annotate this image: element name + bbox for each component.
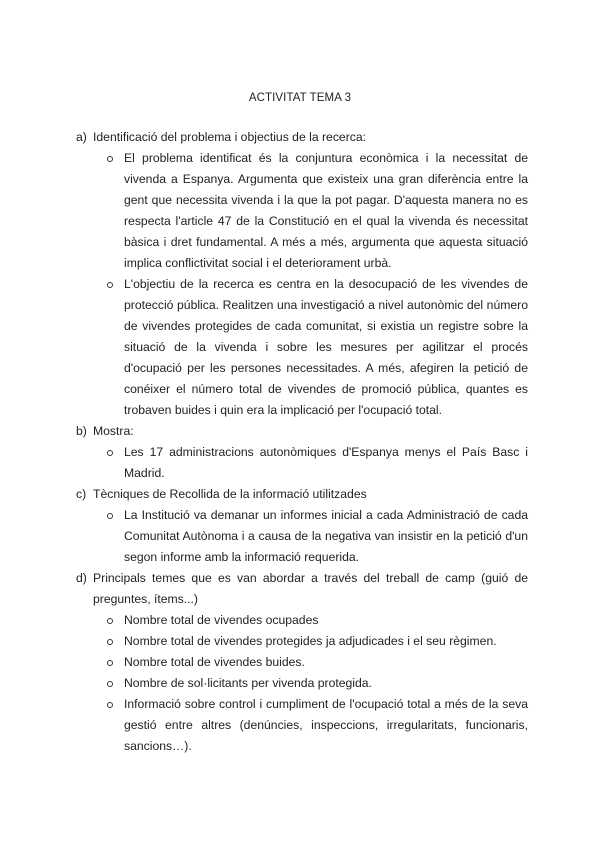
bullet-list [93, 148, 528, 421]
document-title: ACTIVITAT TEMA 3 [248, 92, 352, 104]
list-item [93, 652, 528, 673]
circle-bullet-icon [107, 156, 113, 162]
list-item [93, 631, 528, 652]
list-item [93, 442, 528, 484]
list-item [93, 610, 528, 631]
circle-bullet-icon [107, 660, 113, 666]
section-heading: Identificació del problema i objectius de la recerca: [93, 130, 367, 144]
list-item-text: El problema identificat és la conjuntura econòmica i la necessitat de vivenda a Espanya. Argumenta que existeix una gran diferència entre la gent que necessita vivenda i la que la pot pagar. D'aquesta manera no es respecta l'article 47 de la Constitució en el qual la vivenda és necessitat bàsica i dret fundamental. A més a més, argumenta que aquesta situació implica conflictivitat social i el deteriorament urbà. [124, 151, 528, 270]
section-marker: b) [76, 424, 87, 438]
circle-bullet-icon [107, 639, 113, 645]
list-item-text: Nombre total de vivendes buides. [124, 655, 305, 669]
list-item [93, 673, 528, 694]
list-item-text: Les 17 administracions autonòmiques d'Espanya menys el País Basc i Madrid. [124, 445, 528, 480]
section-a [76, 127, 528, 421]
list-item-text: Nombre total de vivendes ocupades [124, 613, 319, 627]
circle-bullet-icon [107, 282, 113, 288]
list-item [93, 694, 528, 757]
section-list [76, 127, 528, 757]
list-item-text: La Institució va demanar un informes inicial a cada Administració de cada Comunitat Autònoma i a causa de la negativa van insistir en la petició d'un segon informe amb la informació requerida. [124, 508, 528, 564]
circle-bullet-icon [107, 618, 113, 624]
section-heading: Principals temes que es van abordar a través del treball de camp (guió de preguntes, ítems...) [93, 571, 528, 606]
list-item-text: Nombre de sol·licitants per vivenda protegida. [124, 676, 372, 690]
circle-bullet-icon [107, 513, 113, 519]
circle-bullet-icon [107, 702, 113, 708]
section-marker: d) [76, 571, 87, 585]
section-heading: Tècniques de Recollida de la informació utilitzades [93, 487, 367, 501]
circle-bullet-icon [107, 450, 113, 456]
section-marker: a) [76, 130, 87, 144]
list-item [93, 505, 528, 568]
list-item-text: Informació sobre control i cumpliment de l'ocupació total a més de la seva gestió entre altres (denúncies, inspeccions, irregularitats, funcionaris, sancions…). [124, 697, 528, 753]
list-item-text: L'objectiu de la recerca es centra en la desocupació de les vivendes de protecció pública. Realitzen una investigació a nivel autonòmic del número de vivendes protegides de cada comunitat, si existia un registre sobre la situació de la vivenda i sobre les mesures per agilitzar el procés d'ocupació per les persones necessitades. A més, afegiren la petició de conéixer el número total de vivendes de promoció pública, quantes es trobaven buides i quin era la implicació per l'ocupació total. [124, 277, 528, 417]
section-marker: c) [76, 487, 87, 501]
bullet-list [93, 610, 528, 757]
section-c [76, 484, 528, 568]
list-item [93, 148, 528, 274]
bullet-list [93, 442, 528, 484]
list-item-text: Nombre total de vivendes protegides ja adjudicades i el seu règimen. [124, 634, 497, 648]
circle-bullet-icon [107, 681, 113, 687]
section-heading: Mostra: [93, 424, 134, 438]
section-b [76, 421, 528, 484]
bullet-list [93, 505, 528, 568]
section-d [76, 568, 528, 757]
list-item [93, 274, 528, 421]
